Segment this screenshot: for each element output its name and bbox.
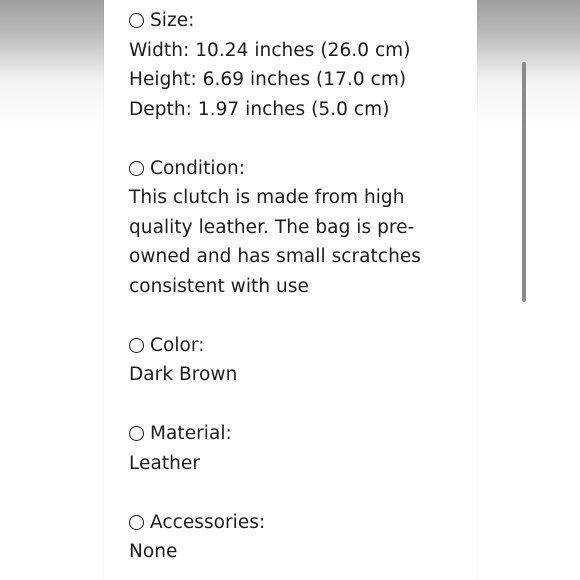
right-backdrop <box>477 0 580 580</box>
material-section <box>129 419 469 478</box>
size-section <box>129 6 469 124</box>
accessories-heading <box>129 508 469 538</box>
condition-heading-label: Condition: <box>150 157 246 179</box>
circle-outline-icon <box>129 426 144 441</box>
condition-heading <box>129 154 469 184</box>
color-section <box>129 331 469 390</box>
accessories-value: None <box>129 541 178 562</box>
material-value: Leather <box>129 452 201 474</box>
circle-outline-icon <box>129 161 144 176</box>
description-text <box>129 6 469 567</box>
size-width: Width: 10.24 inches (26.0 cm) <box>129 39 411 61</box>
size-depth: Depth: 1.97 inches (5.0 cm) <box>129 98 390 120</box>
size-heading <box>129 6 469 36</box>
left-backdrop <box>0 0 104 580</box>
circle-outline-icon <box>129 515 144 530</box>
color-heading <box>129 331 469 361</box>
condition-line: consistent with use <box>129 275 309 297</box>
material-heading <box>129 419 469 449</box>
accessories-section <box>129 508 469 567</box>
material-heading-label: Material: <box>150 423 232 444</box>
size-heading-label: Size: <box>150 10 195 31</box>
color-value: Dark Brown <box>129 364 238 385</box>
condition-line: owned and has small scratches <box>129 246 421 267</box>
circle-outline-icon <box>129 13 144 28</box>
size-height: Height: 6.69 inches (17.0 cm) <box>129 69 407 90</box>
vertical-scrollbar[interactable] <box>522 62 526 302</box>
accessories-heading-label: Accessories: <box>150 511 266 533</box>
color-heading-label: Color: <box>150 334 205 356</box>
condition-line: This clutch is made from high <box>129 187 405 208</box>
condition-section <box>129 154 469 302</box>
condition-line: quality leather. The bag is pre- <box>129 216 415 238</box>
description-panel <box>104 0 477 580</box>
circle-outline-icon <box>129 338 144 353</box>
